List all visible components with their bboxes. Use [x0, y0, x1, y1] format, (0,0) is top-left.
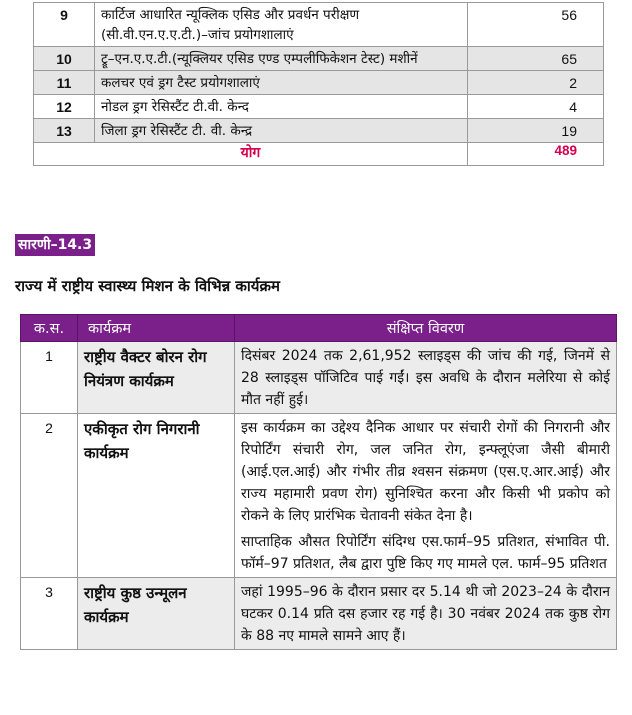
details-paragraph: इस कार्यक्रम का उद्देश्य दैनिक आधार पर संचारी रोगों की निगरानी और रिपोर्टिंग संचारी रोग, जल जनित रोग, इन्फ्लूएंजा जैसी बीमारी (आई.एल.आई) और गंभीर तीव्र श्वसन संक्रमण (एस.ए.आर.आई) और राज्य महामारी प्रवण रोग) सुनिश्चित करना और किसी भी प्रकोप को रोकने के लिए प्रारंभिक चेतावनी संकेत देना है।: [241, 420, 610, 524]
header-details: संक्षिप्त विवरण: [235, 315, 617, 342]
table-row: [34, 95, 604, 119]
row-description: नोडल ड्रग रेसिस्टैंट टी.वी. केन्द: [95, 95, 468, 119]
row-serial-number: 3: [21, 578, 78, 650]
row-count: 19: [468, 119, 604, 143]
row-number: 11: [34, 71, 95, 95]
row-description: जिला ड्रग रेसिस्टैंट टी. वी. केन्द्र: [95, 119, 468, 143]
row-count: 2: [468, 71, 604, 95]
details-paragraph: साप्ताहिक औसत रिपोर्टिंग संदिग्ध एस.फार्म–95 प्रतिशत, संभावित पी. फॉर्म–97 प्रतिशत, लैब द्वारा पुष्टि किए गए मामले एल. फार्म–95 प्रतिशत: [241, 534, 610, 572]
total-label: योग: [34, 143, 468, 166]
table-row: [34, 3, 604, 47]
table-row: [21, 414, 617, 578]
row-number: 10: [34, 47, 95, 71]
row-details: [235, 414, 617, 578]
programs-table: [20, 314, 617, 650]
table-row: [34, 47, 604, 71]
row-count: 65: [468, 47, 604, 71]
table-row: [21, 578, 617, 650]
table-row: [21, 342, 617, 414]
row-program-name: राष्ट्रीय वैक्टर बोरन रोग नियंत्रण कार्यक्रम: [78, 342, 235, 414]
row-number: 9: [34, 3, 95, 47]
row-count: 4: [468, 95, 604, 119]
row-program-name: एकीकृत रोग निगरानी कार्यक्रम: [78, 414, 235, 578]
table-header-row: [21, 315, 617, 342]
row-serial-number: 1: [21, 342, 78, 414]
facilities-table: [33, 2, 604, 166]
table-row: [34, 119, 604, 143]
details-paragraph: दिसंबर 2024 तक 2,61,952 स्लाइड्स की जांच की गई, जिनमें से 28 स्लाइड्स पॉजिटिव पाई गईं। इस अवधि के दौरान मलेरिया से कोई मौत नहीं हुई।: [241, 348, 610, 408]
section-title: राज्य में राष्ट्रीय स्वास्थ्य मिशन के विभिन्न कार्यक्रम: [15, 277, 280, 295]
details-paragraph: जहां 1995–96 के दौरान प्रसार दर 5.14 थी जो 2023–24 के दौरान घटकर 0.14 प्रति दस हजार रह गई है। 30 नवंबर 2024 तक कुष्ठ रोग के 88 नए मामले सामने आए हैं।: [241, 584, 610, 644]
row-serial-number: 2: [21, 414, 78, 578]
row-description: कार्टिज आधारित न्यूक्लिक एसिड और प्रवर्धन परीक्षण (सी.वी.एन.ए.ए.टी.)–जांच प्रयोगशालाएं: [95, 3, 468, 47]
total-row: [34, 143, 604, 166]
table-number-tag: सारणी–14.3: [15, 234, 95, 256]
total-value: 489: [468, 143, 604, 166]
row-details: [235, 578, 617, 650]
header-program: कार्यक्रम: [78, 315, 235, 342]
row-program-name: राष्ट्रीय कुष्ठ उन्मूलन कार्यक्रम: [78, 578, 235, 650]
row-number: 13: [34, 119, 95, 143]
row-count: 56: [468, 3, 604, 47]
row-details: [235, 342, 617, 414]
header-serial-number: क.स.: [21, 315, 78, 342]
row-description: ट्रू–एन.ए.ए.टी.(न्यूक्लियर एसिड एण्ड एम्पलीफिकेशन टेस्ट) मशीनें: [95, 47, 468, 71]
table-row: [34, 71, 604, 95]
row-number: 12: [34, 95, 95, 119]
row-description: कलचर एवं ड्रग टैस्ट प्रयोगशालाएं: [95, 71, 468, 95]
